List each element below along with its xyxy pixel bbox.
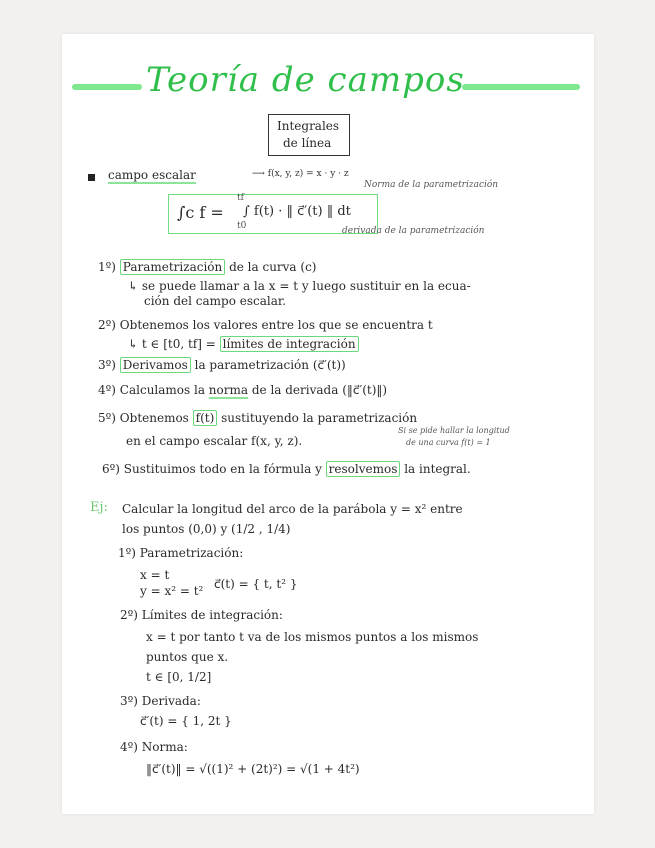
step-6: 6º) Sustituimos todo en la fórmula y resolvemos la integral. — [102, 462, 471, 476]
example-statement-2: los puntos (0,0) y (1/2 , 1/4) — [122, 522, 291, 536]
step-3: 3º) Derivamos la parametrización (c⃗′(t)) — [98, 358, 346, 372]
example-step-1-y: y = x² = t² — [140, 584, 204, 598]
step-4: 4º) Calculamos la norma de la derivada (‖c⃗′(t)‖) — [98, 383, 388, 397]
example-step-1-c: c⃗(t) = { t, t² } — [214, 577, 298, 591]
example-icon: Ej: — [90, 500, 108, 515]
subtitle-line-1: Integrales — [277, 119, 340, 133]
example-step-2-a: x = t por tanto t va de los mismos puntos a los mismos — [146, 630, 479, 644]
side-note-line-2: de una curva f(t) = 1 — [406, 438, 491, 447]
example-step-2-b: puntos que x. — [146, 650, 229, 664]
norm-note: Norma de la parametrización — [364, 180, 499, 190]
step-1-detail-a: ↳ se puede llamar a la x = t y luego sustituir en la ecua- — [128, 279, 471, 293]
title-underline-right — [462, 84, 580, 90]
lower-limit: t0 — [237, 221, 247, 231]
example-statement-1: Calcular la longitud del arco de la parábola y = x² entre — [122, 502, 463, 516]
section-label: campo escalar — [108, 168, 196, 182]
notebook-page — [62, 34, 594, 814]
step-1: 1º) Parametrización de la curva (c) — [98, 260, 317, 274]
example-step-2-title: 2º) Límites de integración: — [120, 608, 283, 622]
example-step-2-c: t ∈ [0, 1/2] — [146, 670, 212, 684]
derivative-note: derivada de la parametrización — [342, 226, 485, 236]
side-note-line-1: Si se pide hallar la longitud — [398, 426, 510, 435]
upper-limit: tf — [237, 193, 244, 203]
example-step-3-title: 3º) Derivada: — [120, 694, 201, 708]
example-step-1-title: 1º) Parametrización: — [118, 546, 244, 560]
example-step-1-x: x = t — [140, 568, 170, 582]
step-5-detail: en el campo escalar f(x, y, z). — [126, 434, 303, 448]
example-step-3-a: c⃗′(t) = { 1, 2t } — [140, 714, 232, 728]
step-5: 5º) Obtenemos f(t) sustituyendo la parametrización — [98, 411, 418, 425]
subtitle-box — [268, 114, 350, 156]
title-underline-left — [72, 84, 142, 90]
formula-right: ∫ f(t) · ‖ c⃗′(t) ‖ dt — [243, 204, 351, 219]
step-1-detail-b: ción del campo escalar. — [144, 294, 287, 308]
field-definition: ⟶ f(x, y, z) = x · y · z — [252, 169, 349, 179]
page-title: Teoría de campos — [146, 60, 465, 100]
example-step-4-a: ‖c⃗′(t)‖ = √((1)² + (2t)²) = √(1 + 4t²) — [146, 762, 360, 776]
formula-left: ∫c f = — [177, 203, 224, 222]
subtitle-line-2: de línea — [283, 136, 332, 150]
example-step-4-title: 4º) Norma: — [120, 740, 188, 754]
step-2: 2º) Obtenemos los valores entre los que se encuentra t — [98, 318, 433, 332]
bullet-icon — [88, 174, 95, 181]
step-2-detail: ↳ t ∈ [t0, tf] = límites de integración — [128, 337, 359, 351]
